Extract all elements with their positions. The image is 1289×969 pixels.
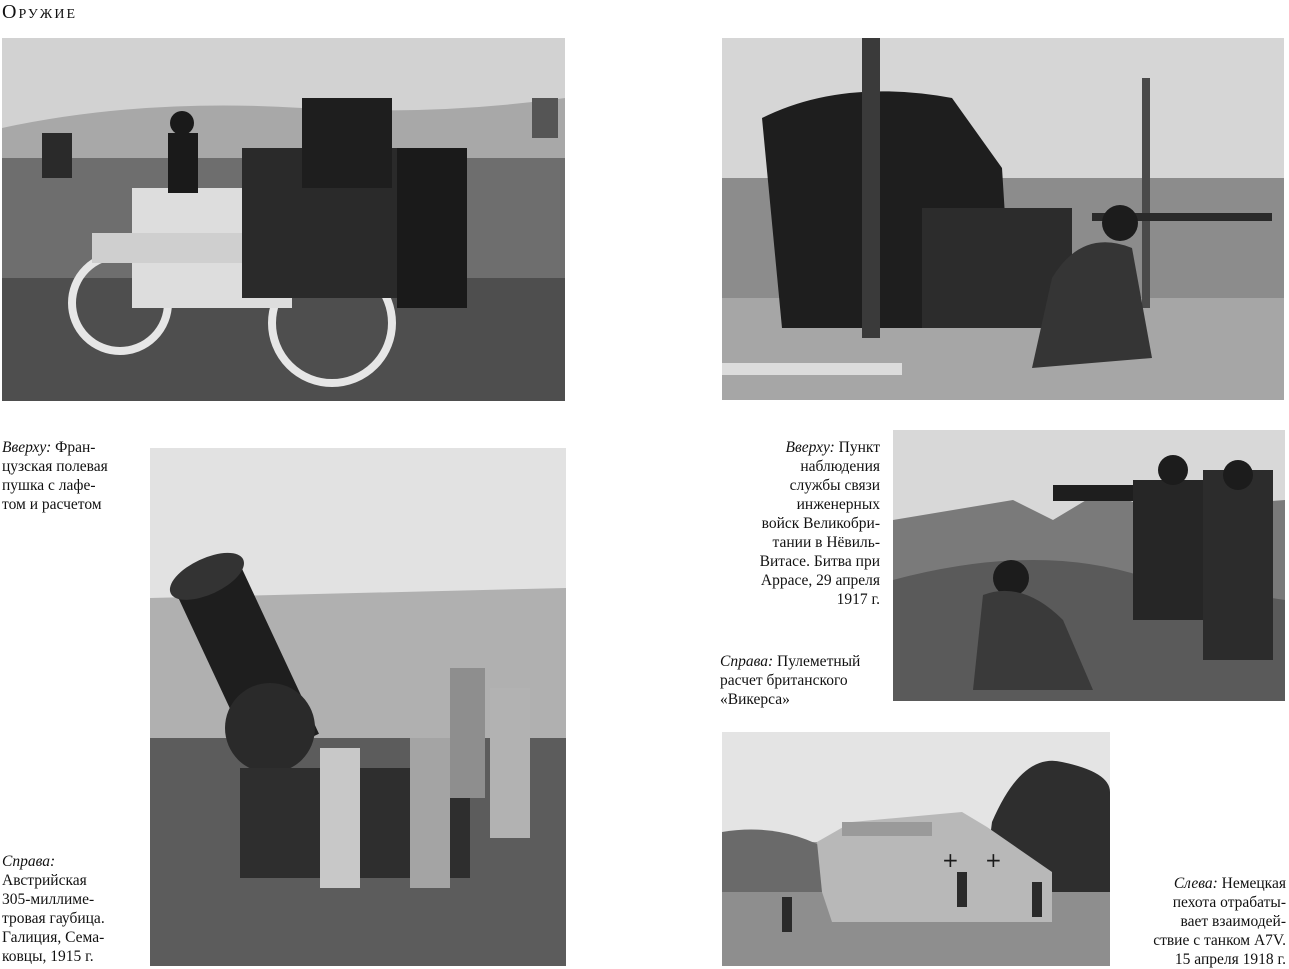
caption-line: Галиция, Сема- bbox=[2, 929, 105, 946]
caption-line: том и расчетом bbox=[2, 496, 102, 513]
caption-line: Аррасе, 29 апреля bbox=[760, 572, 880, 589]
running-head: Оружие bbox=[2, 1, 77, 23]
caption-line: ствие с танком A7V. bbox=[1153, 932, 1286, 949]
caption-tank bbox=[1130, 874, 1286, 969]
caption-line: 1917 г. bbox=[836, 591, 880, 608]
caption-line: расчет британского bbox=[720, 672, 848, 689]
caption-line: Фран- bbox=[51, 439, 96, 456]
caption-line: тании в Нёвиль- bbox=[772, 534, 880, 551]
caption-howitzer bbox=[2, 852, 142, 966]
caption-machine-gun bbox=[720, 652, 890, 709]
caption-line: вает взаимодей- bbox=[1180, 913, 1286, 930]
caption-line: 305-миллиме- bbox=[2, 891, 95, 908]
caption-line: наблюдения bbox=[800, 458, 880, 475]
vickers-crew-photo bbox=[893, 430, 1285, 701]
caption-line: пехота отрабаты- bbox=[1172, 894, 1286, 911]
svg-text:+: + bbox=[985, 848, 1002, 872]
a7v-tank-photo bbox=[722, 732, 1110, 966]
caption-line: службы связи bbox=[789, 477, 880, 494]
caption-signal-post bbox=[700, 438, 880, 609]
caption-line: Пулеметный bbox=[773, 653, 861, 670]
caption-lead: Вверху: bbox=[785, 439, 835, 456]
austrian-howitzer-photo bbox=[150, 448, 566, 966]
signal-post-photo bbox=[722, 38, 1284, 400]
caption-lead: Справа: bbox=[2, 853, 56, 870]
caption-line: Витасе. Битва при bbox=[759, 553, 880, 570]
caption-line: Австрийская bbox=[2, 872, 87, 889]
caption-line: войск Великобри- bbox=[761, 515, 880, 532]
caption-line: тровая гаубица. bbox=[2, 910, 105, 927]
caption-line: Немецкая bbox=[1217, 875, 1286, 892]
caption-line: ковцы, 1915 г. bbox=[2, 948, 94, 965]
caption-field-gun bbox=[2, 438, 142, 514]
caption-line: пушка с лафе- bbox=[2, 477, 96, 494]
caption-line: цузская полевая bbox=[2, 458, 108, 475]
caption-line: «Викерса» bbox=[720, 691, 790, 708]
caption-lead: Слева: bbox=[1173, 875, 1218, 892]
caption-lead: Справа: bbox=[720, 653, 774, 670]
caption-line: Пункт bbox=[834, 439, 880, 456]
caption-line: инженерных bbox=[796, 496, 880, 513]
svg-text:+: + bbox=[942, 848, 959, 872]
caption-line: 15 апреля 1918 г. bbox=[1174, 951, 1286, 968]
caption-lead: Вверху: bbox=[2, 439, 52, 456]
french-field-gun-photo bbox=[2, 38, 565, 401]
